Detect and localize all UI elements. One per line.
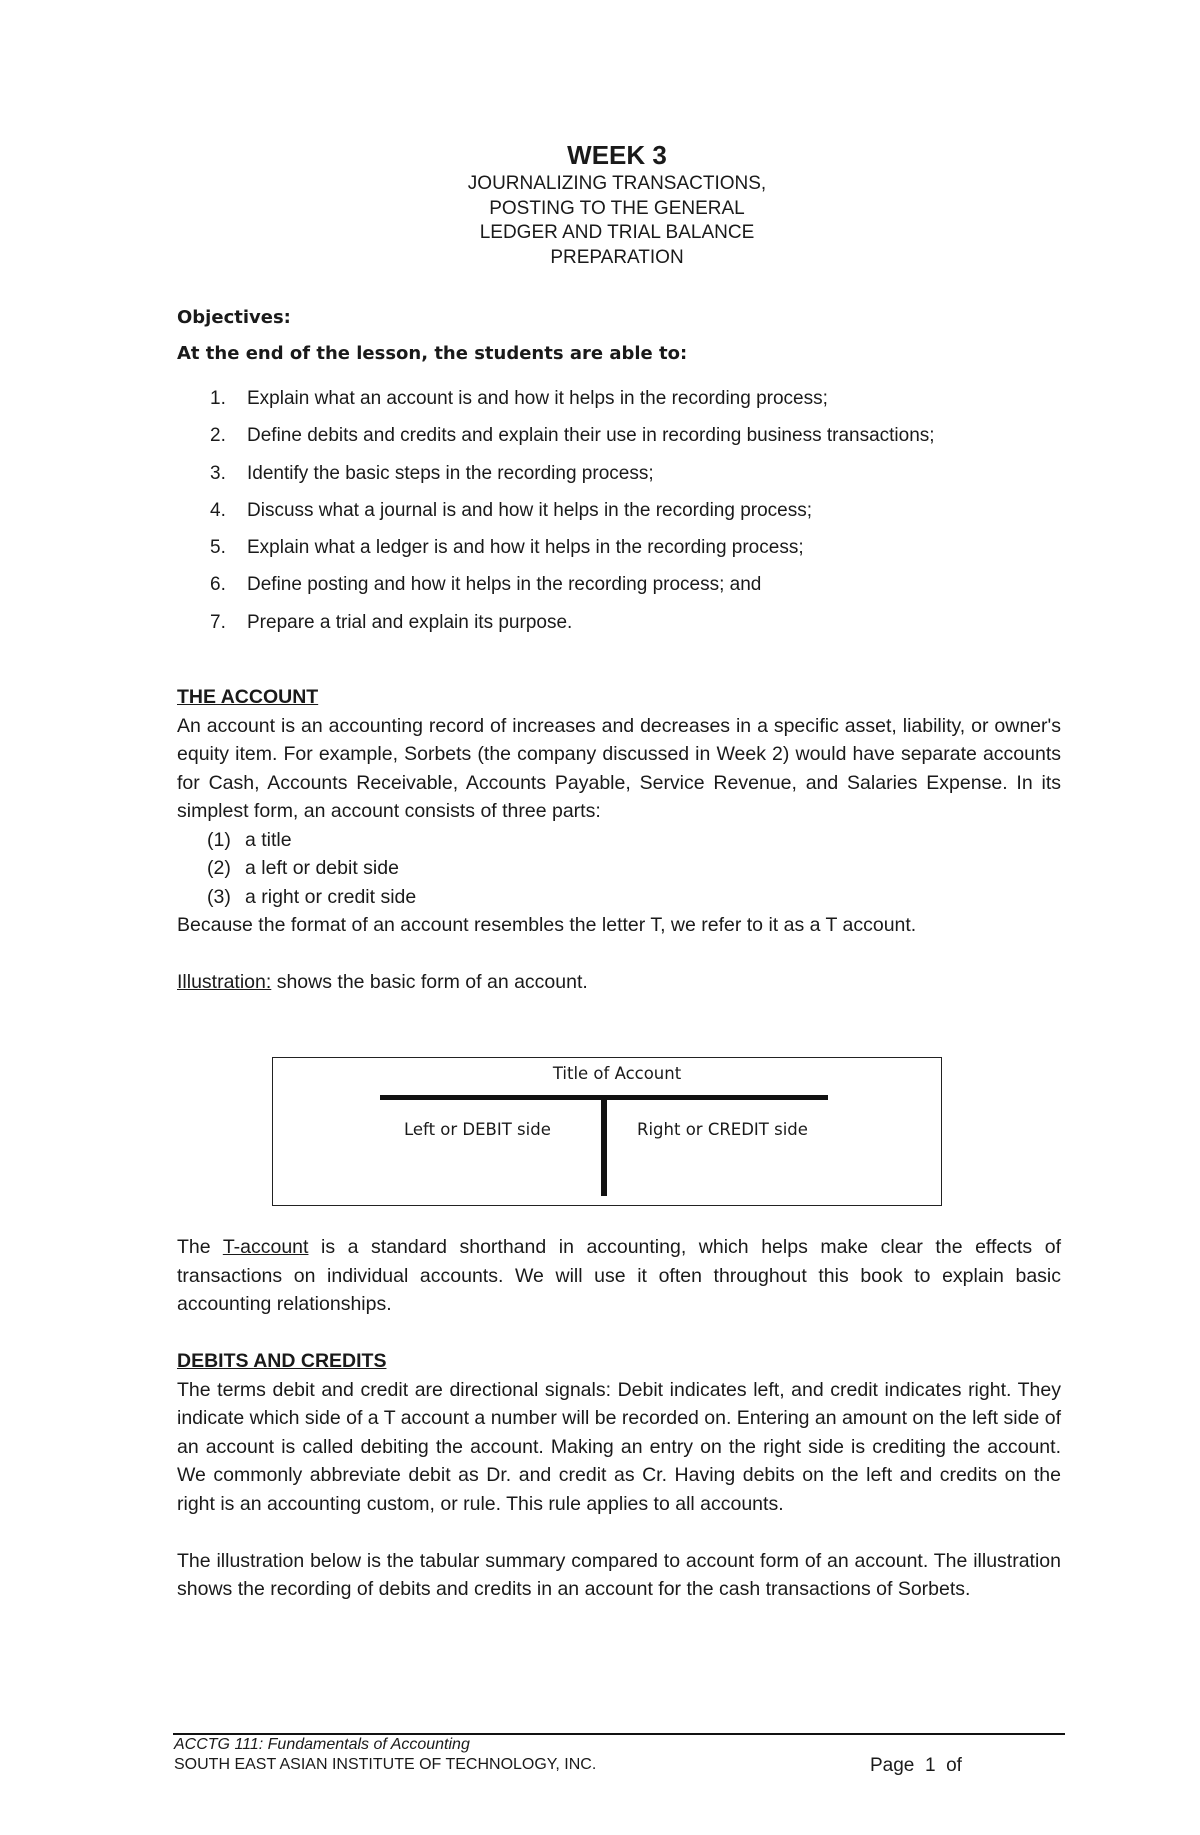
list-item: (2) a left or debit side — [207, 857, 399, 879]
section-heading-debits-credits: DEBITS AND CREDITS — [177, 1350, 387, 1372]
subtitle-line-4: PREPARATION — [550, 246, 684, 268]
debits-credits-section — [177, 1347, 1061, 1604]
list-item: 1. Explain what an account is and how it helps in the recording process; — [210, 388, 828, 409]
list-item: 5. Explain what a ledger is and how it helps in the recording process; — [210, 537, 804, 559]
account-section — [177, 683, 1061, 997]
list-item: (3) a right or credit side — [207, 885, 417, 908]
t-account-right-label: Right or CREDIT side — [637, 1120, 808, 1139]
t-account-paragraph: The T-account is a standard shorthand in accounting, which helps make clear the effects of transactions on individual accounts. We will use it often throughout this book to explain basic accounting relationships. — [177, 1236, 1061, 1315]
objectives-heading-block — [177, 300, 1061, 372]
t-account-note: Because the format of an account resembles the letter T, we refer to it as a T account. — [177, 914, 917, 936]
account-parts-list — [177, 826, 1061, 912]
objectives-list — [177, 380, 1061, 641]
illustration-label: Illustration: — [177, 971, 272, 993]
t-account-left-label: Left or DEBIT side — [404, 1120, 551, 1139]
t-account-vertical-bar — [601, 1095, 607, 1196]
illustration-caption — [177, 968, 1061, 997]
t-account-term: T-account — [222, 1236, 309, 1258]
list-item: 7. Prepare a trial and explain its purpose. — [210, 611, 573, 633]
list-item: 4. Discuss what a journal is and how it helps in the recording process; — [210, 499, 813, 521]
t-account-explanation — [177, 1233, 1061, 1319]
footer-divider — [173, 1733, 1065, 1735]
list-item: 2. Define debits and credits and explain their use in recording business transactions; — [210, 425, 935, 447]
t-account-title: Title of Account — [552, 1064, 682, 1083]
list-item: 3. Identify the basic steps in the recording process; — [210, 462, 654, 484]
week-title: WEEK 3 — [567, 140, 667, 170]
section-heading-account: THE ACCOUNT — [177, 686, 319, 708]
subtitle-line-3: LEDGER AND TRIAL BALANCE — [479, 222, 755, 243]
subtitle-line-2: POSTING TO THE GENERAL — [489, 197, 745, 219]
objectives-heading: Objectives: — [177, 307, 291, 328]
tabular-summary-paragraph: The illustration below is the tabular summary compared to account form of an account. The illustration shows the recording of debits and credits in an account for the cash transactions of Sorbets. — [177, 1549, 1061, 1600]
list-item: (1) a title — [207, 828, 292, 851]
page-number: Page 1 of — [870, 1755, 962, 1776]
list-item: 6. Define posting and how it helps in the recording process; and — [210, 574, 762, 596]
footer-course: ACCTG 111: Fundamentals of Accounting — [174, 1736, 470, 1753]
objectives-intro: At the end of the lesson, the students are able to: — [177, 343, 688, 364]
account-paragraph: An account is an accounting record of increases and decreases in a specific asset, liability, or owner's equity item. For example, Sorbets (the company discussed in Week 2) would have separate accounts for Cash, Accounts Receivable, Accounts Payable, Service Revenue, and Salaries Expense. In its simplest form, an account consists of three parts: — [177, 714, 1061, 822]
subtitle-line-1: JOURNALIZING TRANSACTIONS, — [467, 173, 767, 194]
debits-credits-paragraph: The terms debit and credit are directional signals: Debit indicates left, and credit indicates right. They indicate which side of a T account a number will be recorded on. Entering an amount on the left side of an account is called debiting the account. Making an entry on the right side is crediting the account. We commonly abbreviate debit as Dr. and credit as Cr. Having debits on the left and credits on the right is an accounting custom, or rule. This rule applies to all accounts. — [177, 1378, 1061, 1515]
illustration-text: shows the basic form of an account. — [271, 971, 588, 993]
title-block — [0, 138, 1200, 270]
footer-school: SOUTH EAST ASIAN INSTITUTE OF TECHNOLOGY, INC. — [174, 1756, 597, 1773]
